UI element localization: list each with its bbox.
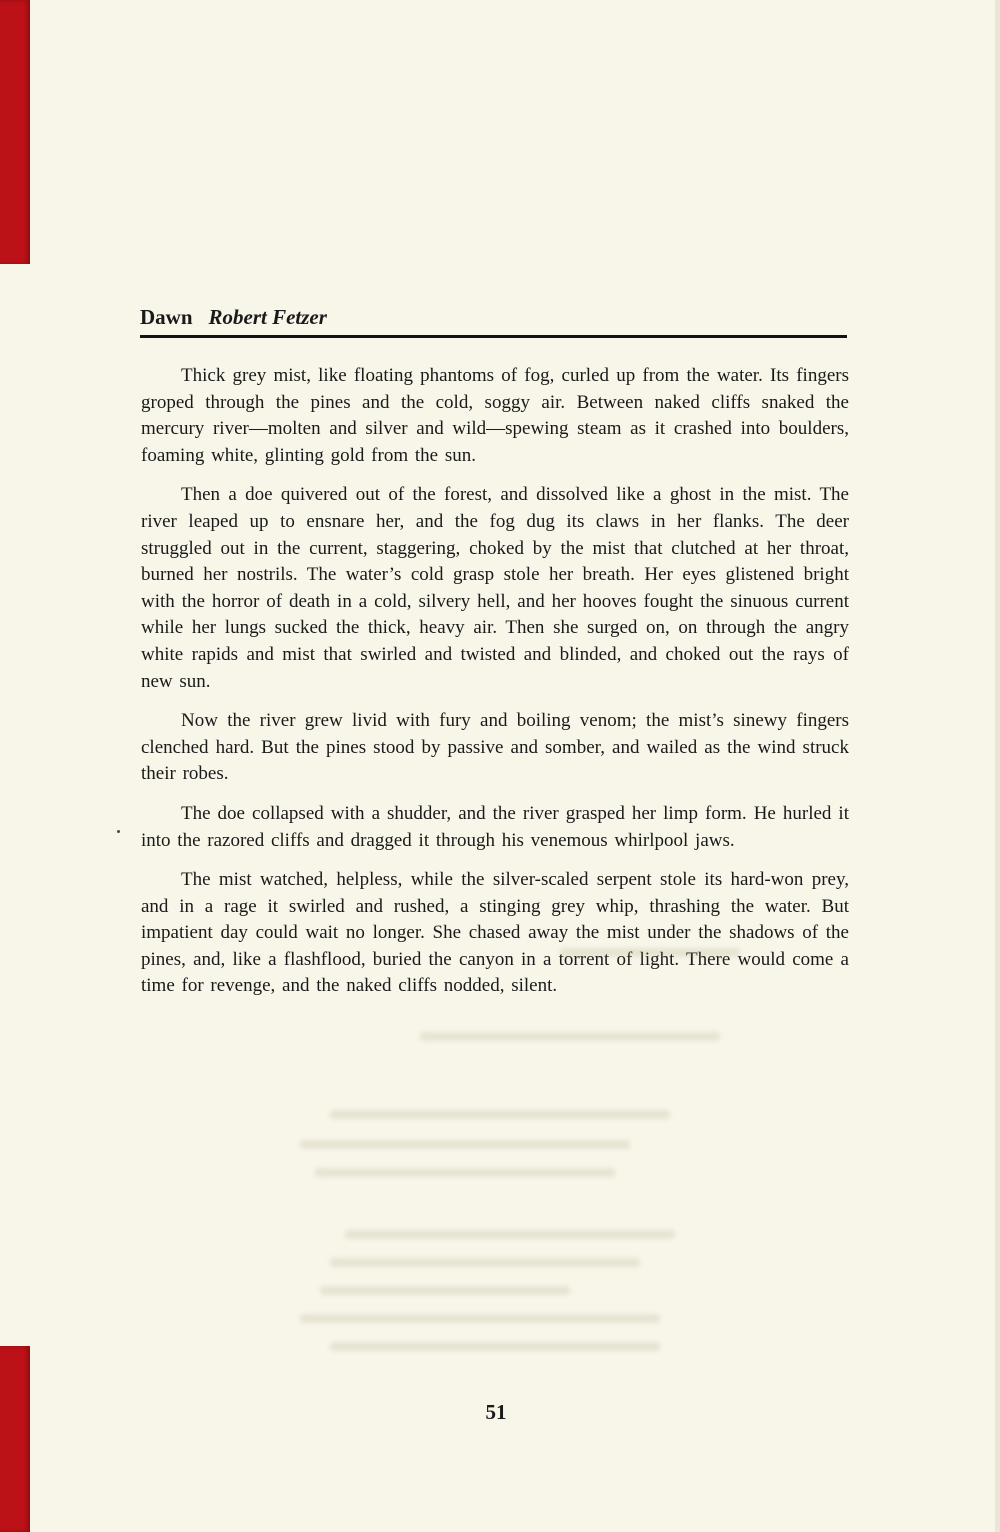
header-rule: [140, 335, 847, 338]
page-header: [140, 305, 848, 329]
bleed-through-line: [320, 1286, 570, 1295]
bleed-through-line: [300, 1140, 630, 1149]
bleed-through-line: [315, 1168, 615, 1177]
bleed-through-line: [345, 1230, 675, 1239]
paragraph-5: The mist watched, helpless, while the silver-scaled serpent stole its hard-won prey, and in a rage it swirled and rushed, a stinging grey whip, thrashing the water. But impatient day could wait no longer. She chased away the mist under the shadows of the pines, and, like a flashflood, buried the canyon in a torrent of light. There would come a time for revenge, and the naked cliffs nodded, silent.: [141, 869, 849, 997]
bleed-through-line: [420, 1032, 720, 1041]
scan-artifact-red-strip-bottom: [0, 1346, 30, 1532]
body-text: [141, 363, 849, 1000]
paragraph-1: Thick grey mist, like floating phantoms of fog, curled up from the water. Its fingers groped through the pines and the cold, soggy air. Between naked cliffs snaked the mercury river—molten and silver and wild—spewing steam as it crashed into boulders, foaming white, glinting gold from the sun.: [141, 365, 849, 466]
page-number: 51: [485, 1400, 507, 1424]
scan-artifact-red-strip-top: [0, 0, 30, 264]
page-author: Robert Fetzer: [208, 305, 327, 329]
paragraph-3: Now the river grew livid with fury and boiling venom; the mist’s sinewy fingers clenched hard. But the pines stood by passive and somber, and wailed as the wind struck their robes.: [141, 710, 849, 785]
page-title: Dawn: [140, 305, 193, 329]
paragraph-2: Then a doe quivered out of the forest, and dissolved like a ghost in the mist. The river leaped up to ensnare her, and the fog dug its claws in her flanks. The deer struggled out in the current, staggering, choked by the mist that clutched at her throat, burned her nostrils. The water’s cold grasp stole her breath. Her eyes glistened bright with the horror of death in a cold, silvery hell, and her hooves fought the sinuous current while her lungs sucked the thick, heavy air. Then she surged on, on through the angry white rapids and mist that swirled and twisted and blinded, and choked out the rays of new sun.: [141, 484, 849, 692]
bleed-through-line: [330, 1258, 640, 1267]
paragraph-4: The doe collapsed with a shudder, and the river grasped her limp form. He hurled it into the razored cliffs and dragged it through his venemous whirlpool jaws.: [141, 802, 849, 851]
bleed-through-line: [330, 1342, 660, 1351]
scan-artifact-dot: [117, 830, 120, 833]
scan-artifact-right-edge: [995, 0, 1000, 1532]
bleed-through-line: [330, 1110, 670, 1119]
bleed-through-line: [300, 1314, 660, 1323]
